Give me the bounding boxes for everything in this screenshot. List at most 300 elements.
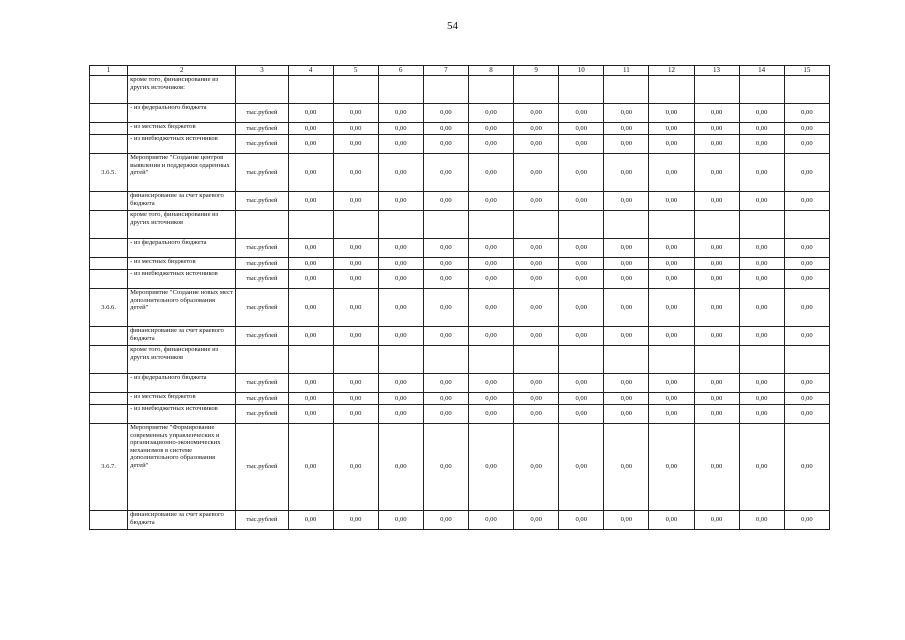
value-cell: 0,00	[378, 192, 423, 211]
table-row	[90, 289, 830, 327]
value-cell: 0,00	[468, 289, 513, 327]
value-cell: 0,00	[288, 405, 333, 424]
value-cell: 0,00	[378, 393, 423, 405]
value-cell: 0,00	[423, 374, 468, 393]
value-cell: 0,00	[784, 192, 829, 211]
header-cell: 3	[236, 66, 288, 76]
table-row	[90, 270, 830, 289]
value-cell	[694, 211, 739, 239]
value-cell: 0,00	[288, 374, 333, 393]
table-row	[90, 76, 830, 104]
value-cell: 0,00	[739, 192, 784, 211]
row-unit-cell: тыс.рублей	[236, 258, 288, 270]
value-cell: 0,00	[423, 393, 468, 405]
value-cell: 0,00	[288, 393, 333, 405]
value-cell: 0,00	[288, 192, 333, 211]
value-cell: 0,00	[649, 258, 694, 270]
table-row	[90, 239, 830, 258]
value-cell: 0,00	[378, 239, 423, 258]
value-cell: 0,00	[784, 374, 829, 393]
value-cell: 0,00	[514, 192, 559, 211]
row-number-cell: 3.6.6.	[90, 289, 128, 327]
value-cell: 0,00	[468, 104, 513, 123]
row-name-cell: кроме того, финансирование из других источников	[128, 211, 236, 239]
value-cell: 0,00	[604, 258, 649, 270]
value-cell: 0,00	[468, 393, 513, 405]
value-cell: 0,00	[604, 154, 649, 192]
value-cell: 0,00	[649, 192, 694, 211]
value-cell: 0,00	[333, 258, 378, 270]
value-cell: 0,00	[423, 424, 468, 511]
value-cell: 0,00	[604, 327, 649, 346]
row-number-cell	[90, 123, 128, 135]
value-cell: 0,00	[514, 424, 559, 511]
value-cell: 0,00	[288, 258, 333, 270]
page-number: 54	[447, 20, 458, 32]
value-cell: 0,00	[378, 135, 423, 154]
value-cell: 0,00	[333, 405, 378, 424]
row-name-cell: финансирование за счет краевого бюджета	[128, 192, 236, 211]
value-cell: 0,00	[333, 123, 378, 135]
row-number-cell	[90, 104, 128, 123]
value-cell: 0,00	[333, 239, 378, 258]
value-cell	[559, 76, 604, 104]
value-cell: 0,00	[559, 135, 604, 154]
value-cell	[784, 211, 829, 239]
value-cell: 0,00	[784, 393, 829, 405]
row-unit-cell: тыс.рублей	[236, 270, 288, 289]
table-row	[90, 424, 830, 511]
header-cell: 1	[90, 66, 128, 76]
value-cell: 0,00	[694, 374, 739, 393]
value-cell: 0,00	[694, 239, 739, 258]
value-cell: 0,00	[559, 154, 604, 192]
value-cell: 0,00	[288, 104, 333, 123]
value-cell: 0,00	[694, 270, 739, 289]
value-cell: 0,00	[739, 239, 784, 258]
value-cell: 0,00	[649, 405, 694, 424]
row-number-cell: 3.6.7.	[90, 424, 128, 511]
value-cell: 0,00	[604, 104, 649, 123]
value-cell: 0,00	[333, 192, 378, 211]
header-cell: 5	[333, 66, 378, 76]
value-cell: 0,00	[288, 289, 333, 327]
value-cell	[739, 76, 784, 104]
value-cell: 0,00	[559, 327, 604, 346]
value-cell: 0,00	[468, 239, 513, 258]
value-cell	[559, 346, 604, 374]
row-number-cell	[90, 258, 128, 270]
value-cell: 0,00	[604, 239, 649, 258]
value-cell: 0,00	[378, 511, 423, 530]
value-cell: 0,00	[739, 289, 784, 327]
row-unit-cell: тыс.рублей	[236, 123, 288, 135]
value-cell	[378, 346, 423, 374]
value-cell: 0,00	[649, 327, 694, 346]
value-cell: 0,00	[333, 154, 378, 192]
value-cell	[604, 76, 649, 104]
value-cell: 0,00	[288, 154, 333, 192]
value-cell: 0,00	[739, 393, 784, 405]
value-cell: 0,00	[694, 154, 739, 192]
value-cell: 0,00	[649, 104, 694, 123]
value-cell	[468, 211, 513, 239]
value-cell: 0,00	[468, 327, 513, 346]
row-name-cell: Мероприятие "Создание центров выявления и поддержки одаренных детей"	[128, 154, 236, 192]
value-cell: 0,00	[739, 374, 784, 393]
value-cell: 0,00	[784, 270, 829, 289]
value-cell: 0,00	[468, 192, 513, 211]
row-name-cell: - из федерального бюджета	[128, 374, 236, 393]
row-number-cell	[90, 511, 128, 530]
value-cell: 0,00	[514, 270, 559, 289]
row-unit-cell: тыс.рублей	[236, 393, 288, 405]
value-cell: 0,00	[514, 239, 559, 258]
value-cell: 0,00	[739, 327, 784, 346]
value-cell: 0,00	[333, 327, 378, 346]
value-cell: 0,00	[604, 374, 649, 393]
value-cell: 0,00	[604, 192, 649, 211]
value-cell	[784, 346, 829, 374]
value-cell	[604, 346, 649, 374]
value-cell	[514, 76, 559, 104]
value-cell: 0,00	[288, 424, 333, 511]
value-cell: 0,00	[378, 374, 423, 393]
row-unit-cell: тыс.рублей	[236, 154, 288, 192]
row-name-cell: финансирование за счет краевого бюджета	[128, 511, 236, 530]
row-unit-cell: тыс.рублей	[236, 135, 288, 154]
value-cell	[423, 211, 468, 239]
table-row	[90, 154, 830, 192]
row-unit-cell: тыс.рублей	[236, 424, 288, 511]
value-cell: 0,00	[559, 239, 604, 258]
row-unit-cell: тыс.рублей	[236, 405, 288, 424]
value-cell: 0,00	[468, 511, 513, 530]
value-cell: 0,00	[784, 154, 829, 192]
value-cell	[739, 211, 784, 239]
header-cell: 8	[468, 66, 513, 76]
row-number-cell	[90, 192, 128, 211]
value-cell: 0,00	[288, 270, 333, 289]
value-cell: 0,00	[378, 270, 423, 289]
row-name-cell: - из внебюджетных источников	[128, 135, 236, 154]
header-cell: 15	[784, 66, 829, 76]
value-cell: 0,00	[468, 135, 513, 154]
value-cell: 0,00	[333, 270, 378, 289]
value-cell: 0,00	[559, 192, 604, 211]
row-number-cell	[90, 239, 128, 258]
header-cell: 12	[649, 66, 694, 76]
value-cell	[378, 211, 423, 239]
value-cell: 0,00	[649, 154, 694, 192]
row-name-cell: - из местных бюджетов	[128, 393, 236, 405]
value-cell: 0,00	[559, 374, 604, 393]
row-name-cell: - из внебюджетных источников	[128, 270, 236, 289]
value-cell: 0,00	[423, 135, 468, 154]
value-cell: 0,00	[649, 239, 694, 258]
table-row	[90, 123, 830, 135]
table-row	[90, 393, 830, 405]
value-cell	[649, 211, 694, 239]
value-cell: 0,00	[604, 135, 649, 154]
value-cell: 0,00	[423, 511, 468, 530]
value-cell: 0,00	[423, 327, 468, 346]
table-row	[90, 374, 830, 393]
value-cell	[468, 346, 513, 374]
row-name-cell: - из федерального бюджета	[128, 104, 236, 123]
value-cell: 0,00	[604, 123, 649, 135]
row-unit-cell: тыс.рублей	[236, 327, 288, 346]
row-number-cell	[90, 405, 128, 424]
row-unit-cell	[236, 211, 288, 239]
value-cell: 0,00	[423, 154, 468, 192]
value-cell: 0,00	[378, 154, 423, 192]
value-cell: 0,00	[739, 123, 784, 135]
value-cell	[333, 346, 378, 374]
value-cell	[514, 211, 559, 239]
value-cell: 0,00	[288, 135, 333, 154]
value-cell	[288, 346, 333, 374]
value-cell: 0,00	[468, 123, 513, 135]
value-cell: 0,00	[288, 511, 333, 530]
row-name-cell: кроме того, финансирование из других источников	[128, 346, 236, 374]
value-cell: 0,00	[739, 511, 784, 530]
value-cell	[694, 76, 739, 104]
table-row	[90, 135, 830, 154]
row-name-cell: Мероприятие "Создание новых мест дополнительного образования детей"	[128, 289, 236, 327]
value-cell: 0,00	[604, 511, 649, 530]
value-cell: 0,00	[784, 104, 829, 123]
value-cell: 0,00	[739, 104, 784, 123]
value-cell: 0,00	[649, 135, 694, 154]
header-cell: 7	[423, 66, 468, 76]
value-cell: 0,00	[649, 511, 694, 530]
row-name-cell: Мероприятие "Формирование современных управленческих и организационно-экономических механизмов в системе дополнительного образования детей"	[128, 424, 236, 511]
value-cell: 0,00	[784, 123, 829, 135]
value-cell: 0,00	[514, 405, 559, 424]
row-unit-cell	[236, 76, 288, 104]
value-cell	[288, 76, 333, 104]
value-cell: 0,00	[378, 327, 423, 346]
value-cell: 0,00	[423, 405, 468, 424]
value-cell: 0,00	[423, 104, 468, 123]
value-cell: 0,00	[514, 511, 559, 530]
value-cell: 0,00	[514, 104, 559, 123]
value-cell: 0,00	[649, 393, 694, 405]
value-cell: 0,00	[694, 123, 739, 135]
value-cell: 0,00	[649, 289, 694, 327]
value-cell: 0,00	[559, 270, 604, 289]
row-number-cell	[90, 270, 128, 289]
value-cell: 0,00	[333, 511, 378, 530]
value-cell: 0,00	[378, 424, 423, 511]
value-cell: 0,00	[784, 405, 829, 424]
value-cell: 0,00	[739, 258, 784, 270]
value-cell: 0,00	[739, 135, 784, 154]
value-cell	[378, 76, 423, 104]
value-cell: 0,00	[423, 239, 468, 258]
value-cell: 0,00	[333, 289, 378, 327]
header-cell: 11	[604, 66, 649, 76]
row-unit-cell: тыс.рублей	[236, 289, 288, 327]
value-cell: 0,00	[514, 154, 559, 192]
value-cell	[333, 211, 378, 239]
row-name-cell: - из местных бюджетов	[128, 258, 236, 270]
value-cell: 0,00	[694, 393, 739, 405]
row-name-cell: - из внебюджетных источников	[128, 405, 236, 424]
value-cell	[468, 76, 513, 104]
value-cell: 0,00	[784, 258, 829, 270]
value-cell: 0,00	[333, 374, 378, 393]
value-cell: 0,00	[423, 192, 468, 211]
value-cell: 0,00	[468, 154, 513, 192]
row-unit-cell: тыс.рублей	[236, 192, 288, 211]
row-number-cell	[90, 393, 128, 405]
header-cell: 10	[559, 66, 604, 76]
table-body	[90, 76, 830, 530]
header-cell: 14	[739, 66, 784, 76]
row-number-cell	[90, 135, 128, 154]
value-cell: 0,00	[739, 154, 784, 192]
row-number-cell	[90, 211, 128, 239]
value-cell: 0,00	[514, 258, 559, 270]
value-cell: 0,00	[468, 424, 513, 511]
value-cell: 0,00	[559, 258, 604, 270]
value-cell: 0,00	[333, 135, 378, 154]
value-cell: 0,00	[604, 424, 649, 511]
table-row	[90, 258, 830, 270]
row-unit-cell	[236, 346, 288, 374]
value-cell	[333, 76, 378, 104]
value-cell: 0,00	[378, 258, 423, 270]
value-cell: 0,00	[694, 405, 739, 424]
value-cell: 0,00	[784, 511, 829, 530]
header-cell: 4	[288, 66, 333, 76]
table-row	[90, 211, 830, 239]
table-row	[90, 511, 830, 530]
value-cell: 0,00	[423, 258, 468, 270]
row-name-cell: - из федерального бюджета	[128, 239, 236, 258]
value-cell: 0,00	[288, 327, 333, 346]
value-cell: 0,00	[559, 393, 604, 405]
value-cell	[604, 211, 649, 239]
value-cell: 0,00	[784, 327, 829, 346]
value-cell: 0,00	[784, 424, 829, 511]
value-cell: 0,00	[694, 192, 739, 211]
value-cell: 0,00	[559, 104, 604, 123]
value-cell: 0,00	[468, 270, 513, 289]
value-cell: 0,00	[604, 289, 649, 327]
value-cell: 0,00	[694, 511, 739, 530]
value-cell: 0,00	[559, 405, 604, 424]
value-cell: 0,00	[694, 327, 739, 346]
value-cell: 0,00	[514, 327, 559, 346]
value-cell: 0,00	[649, 424, 694, 511]
header-cell: 2	[128, 66, 236, 76]
value-cell: 0,00	[378, 405, 423, 424]
value-cell: 0,00	[604, 270, 649, 289]
value-cell: 0,00	[378, 123, 423, 135]
row-number-cell	[90, 327, 128, 346]
value-cell: 0,00	[784, 239, 829, 258]
value-cell: 0,00	[694, 258, 739, 270]
value-cell: 0,00	[739, 424, 784, 511]
value-cell: 0,00	[468, 374, 513, 393]
table-row	[90, 327, 830, 346]
row-number-cell	[90, 76, 128, 104]
value-cell: 0,00	[333, 424, 378, 511]
row-unit-cell: тыс.рублей	[236, 239, 288, 258]
value-cell: 0,00	[288, 239, 333, 258]
value-cell: 0,00	[694, 104, 739, 123]
value-cell: 0,00	[784, 289, 829, 327]
value-cell: 0,00	[423, 270, 468, 289]
value-cell: 0,00	[288, 123, 333, 135]
table-row	[90, 346, 830, 374]
header-cell: 9	[514, 66, 559, 76]
value-cell: 0,00	[378, 104, 423, 123]
value-cell	[784, 76, 829, 104]
value-cell	[423, 346, 468, 374]
value-cell: 0,00	[333, 104, 378, 123]
value-cell: 0,00	[604, 405, 649, 424]
value-cell: 0,00	[559, 289, 604, 327]
value-cell: 0,00	[784, 135, 829, 154]
value-cell: 0,00	[559, 511, 604, 530]
value-cell: 0,00	[423, 289, 468, 327]
value-cell	[649, 76, 694, 104]
header-cell: 6	[378, 66, 423, 76]
value-cell: 0,00	[739, 405, 784, 424]
row-name-cell: кроме того, финансирование из других источников:	[128, 76, 236, 104]
value-cell: 0,00	[468, 258, 513, 270]
row-name-cell: финансирование за счет краевого бюджета	[128, 327, 236, 346]
value-cell: 0,00	[378, 289, 423, 327]
value-cell: 0,00	[559, 123, 604, 135]
value-cell	[288, 211, 333, 239]
value-cell	[423, 76, 468, 104]
value-cell: 0,00	[649, 374, 694, 393]
value-cell: 0,00	[649, 123, 694, 135]
value-cell: 0,00	[468, 405, 513, 424]
row-unit-cell: тыс.рублей	[236, 104, 288, 123]
value-cell	[514, 346, 559, 374]
value-cell	[739, 346, 784, 374]
row-unit-cell: тыс.рублей	[236, 511, 288, 530]
table-row	[90, 405, 830, 424]
value-cell: 0,00	[514, 289, 559, 327]
value-cell: 0,00	[514, 123, 559, 135]
value-cell: 0,00	[694, 289, 739, 327]
header-row	[90, 66, 830, 76]
value-cell: 0,00	[694, 135, 739, 154]
value-cell: 0,00	[514, 374, 559, 393]
value-cell: 0,00	[694, 424, 739, 511]
row-number-cell	[90, 374, 128, 393]
value-cell: 0,00	[604, 393, 649, 405]
value-cell: 0,00	[649, 270, 694, 289]
value-cell: 0,00	[333, 393, 378, 405]
value-cell: 0,00	[514, 135, 559, 154]
value-cell: 0,00	[423, 123, 468, 135]
row-number-cell	[90, 346, 128, 374]
table-row	[90, 104, 830, 123]
value-cell: 0,00	[739, 270, 784, 289]
row-unit-cell: тыс.рублей	[236, 374, 288, 393]
row-name-cell: - из местных бюджетов	[128, 123, 236, 135]
table-row	[90, 192, 830, 211]
value-cell	[649, 346, 694, 374]
